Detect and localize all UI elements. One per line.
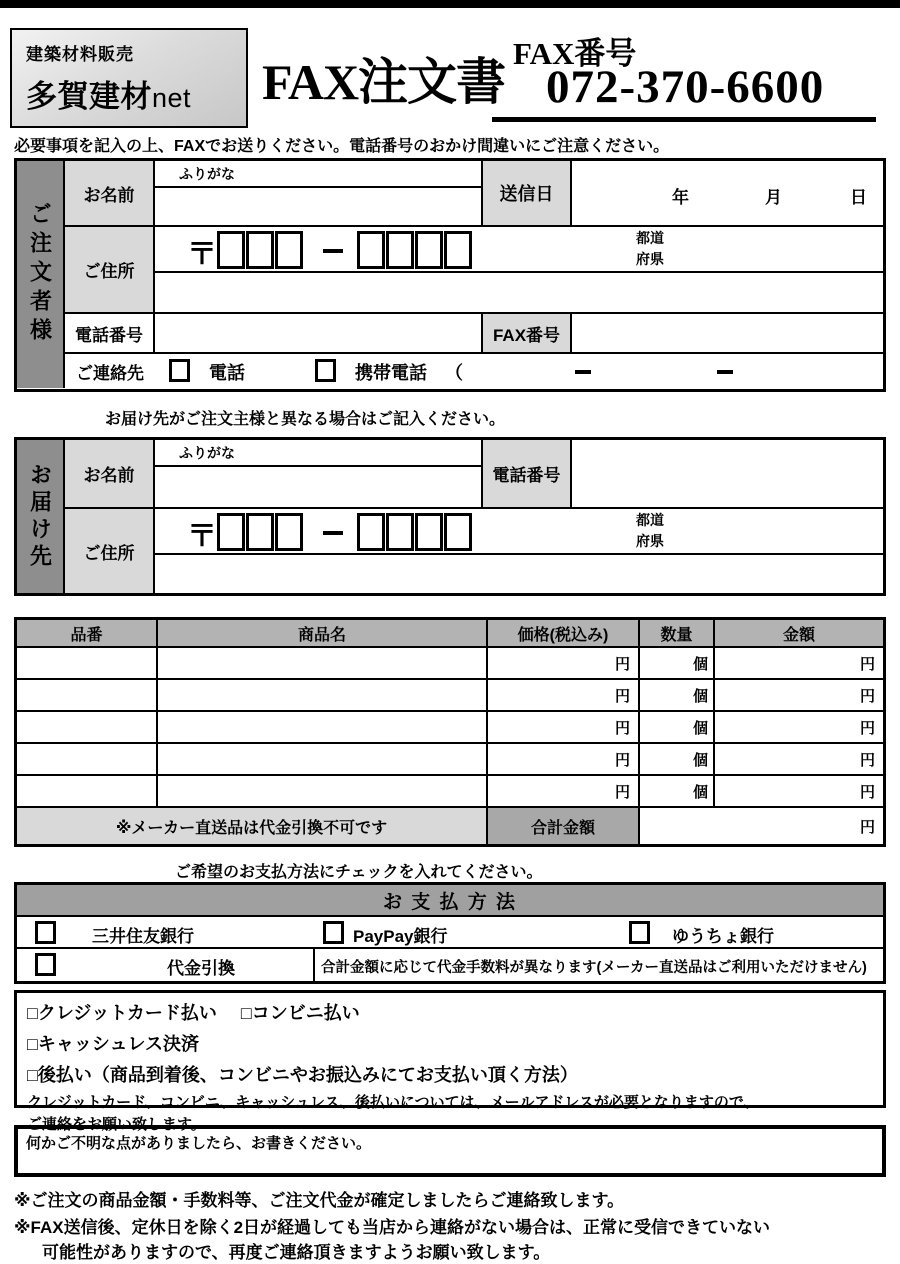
logo-title-net: net bbox=[152, 83, 192, 113]
amount-cell[interactable] bbox=[715, 776, 883, 806]
price-unit: 円 bbox=[614, 719, 630, 737]
prefecture-label bbox=[615, 510, 685, 552]
qty-unit: 個 bbox=[692, 783, 708, 801]
postal-digit-box[interactable] bbox=[386, 231, 414, 269]
conbini-checkbox[interactable]: □ bbox=[240, 1003, 252, 1023]
footer-note-1: ※ご注文の商品金額・手数料等、ご注文代金が確定しましたらご連絡致します。 bbox=[14, 1191, 625, 1210]
delivery-heading: お届け先がご注文主様と異なる場合はご記入ください。 bbox=[105, 411, 506, 428]
price-cell[interactable] bbox=[488, 776, 640, 806]
remarks-box[interactable] bbox=[14, 1125, 886, 1177]
atobarai-checkbox[interactable]: □ bbox=[27, 1065, 38, 1086]
credit-label: クレジットカード払い bbox=[37, 1003, 217, 1023]
fax-number-value: 072-370-6600 bbox=[546, 61, 825, 113]
product-table bbox=[14, 617, 886, 847]
page-title: FAX注文書 bbox=[262, 54, 506, 110]
product-row bbox=[17, 648, 883, 680]
contact-paren: （ bbox=[445, 363, 463, 383]
payment-table bbox=[14, 882, 886, 984]
orderer-fax-cell[interactable] bbox=[572, 314, 883, 354]
qty-cell[interactable] bbox=[640, 648, 715, 678]
postal-digit-box[interactable] bbox=[444, 231, 472, 269]
atobarai-line bbox=[27, 1062, 873, 1088]
contact-dash bbox=[717, 370, 733, 374]
bank3-checkbox[interactable] bbox=[629, 921, 650, 944]
qty-unit: 個 bbox=[692, 751, 708, 769]
total-amount-cell[interactable] bbox=[640, 808, 883, 844]
bank1-label: 三井住友銀行 bbox=[92, 927, 194, 946]
item-no-cell[interactable] bbox=[17, 712, 158, 742]
postal-digit-box[interactable] bbox=[357, 513, 385, 551]
orderer-address-label: ご住所 bbox=[65, 227, 155, 314]
delivery-postal-row bbox=[155, 509, 883, 555]
postal-digit-box[interactable] bbox=[246, 513, 274, 551]
email-note-line1: クレジットカード、コンビニ、キャッシュレス、後払いについては、メールアドレスが必要となりますので、 bbox=[27, 1094, 759, 1112]
product-row bbox=[17, 712, 883, 744]
prefecture-line1: 都道 bbox=[636, 512, 664, 528]
orderer-address-cell[interactable] bbox=[155, 227, 883, 314]
cod-label: 代金引換 bbox=[167, 959, 235, 978]
contact-phone-label: 電話 bbox=[209, 363, 245, 383]
contact-dash bbox=[575, 370, 591, 374]
year-label: 年 bbox=[672, 188, 689, 207]
amount-unit: 円 bbox=[859, 687, 875, 705]
product-row bbox=[17, 680, 883, 712]
other-payment-box bbox=[14, 990, 886, 1134]
prefecture-line2: 府県 bbox=[636, 251, 664, 267]
postal-digit-box[interactable] bbox=[357, 231, 385, 269]
postal-digit-box[interactable] bbox=[217, 231, 245, 269]
amount-cell[interactable] bbox=[715, 648, 883, 678]
delivery-address-label: ご住所 bbox=[65, 509, 155, 593]
amount-unit: 円 bbox=[859, 783, 875, 801]
delivery-phone-cell[interactable] bbox=[572, 440, 883, 509]
send-date-cell[interactable] bbox=[572, 161, 883, 227]
item-no-cell[interactable] bbox=[17, 776, 158, 806]
price-unit: 円 bbox=[614, 783, 630, 801]
atobarai-label: 後払い（商品到着後、コンビニやお振込みにてお支払い頂く方法） bbox=[37, 1065, 578, 1086]
logo-subtitle: 建築材料販売 bbox=[26, 45, 134, 64]
day-label: 日 bbox=[850, 188, 867, 207]
product-name-cell[interactable] bbox=[158, 712, 488, 742]
company-logo bbox=[10, 28, 248, 128]
amount-unit: 円 bbox=[859, 655, 875, 673]
price-cell[interactable] bbox=[488, 648, 640, 678]
contact-mobile-checkbox[interactable] bbox=[315, 359, 336, 382]
conbini-label: コンビニ払い bbox=[251, 1003, 360, 1023]
product-name-cell[interactable] bbox=[158, 680, 488, 710]
postal-digit-box[interactable] bbox=[275, 513, 303, 551]
col-header-item-no: 品番 bbox=[17, 620, 158, 646]
bank-row bbox=[17, 917, 883, 949]
price-unit: 円 bbox=[614, 687, 630, 705]
amount-cell[interactable] bbox=[715, 680, 883, 710]
fax-number-label: FAX番号 bbox=[513, 36, 637, 71]
postal-digit-box[interactable] bbox=[415, 513, 443, 551]
price-unit: 円 bbox=[614, 655, 630, 673]
orderer-side-label: ご注文者様 bbox=[17, 161, 65, 388]
cashless-label: キャッシュレス決済 bbox=[37, 1034, 199, 1055]
postal-mark: 〒 bbox=[187, 238, 217, 271]
product-name-cell[interactable] bbox=[158, 648, 488, 678]
col-header-amount: 金額 bbox=[782, 626, 815, 644]
send-date-label: 送信日 bbox=[483, 161, 572, 227]
price-unit: 円 bbox=[614, 751, 630, 769]
amount-unit: 円 bbox=[859, 719, 875, 737]
amount-cell[interactable] bbox=[715, 712, 883, 742]
payment-heading: ご希望のお支払方法にチェックを入れてください。 bbox=[175, 864, 543, 881]
bank2-checkbox[interactable] bbox=[323, 921, 344, 944]
delivery-name-label: お名前 bbox=[65, 440, 155, 509]
email-note-line2: ご連絡をお願い致します。 bbox=[27, 1116, 206, 1134]
month-label: 月 bbox=[765, 188, 782, 207]
postal-digit-box[interactable] bbox=[217, 513, 245, 551]
remarks-label: 何かご不明な点がありましたら、お書きください。 bbox=[26, 1135, 372, 1152]
footer-note-3: 可能性がありますので、再度ご連絡頂きますようお願い致します。 bbox=[42, 1243, 551, 1262]
orderer-contact-cell bbox=[155, 354, 883, 388]
product-name-cell[interactable] bbox=[158, 744, 488, 774]
logo-title-kanji: 多賀建材 bbox=[26, 79, 152, 114]
delivery-phone-label: 電話番号 bbox=[483, 440, 572, 509]
logo-title bbox=[26, 71, 234, 116]
footer-note-2: ※FAX送信後、定休日を除く2日が経過しても当店から連絡がない場合は、正常に受信できていない bbox=[14, 1218, 771, 1237]
product-total-row bbox=[17, 808, 883, 844]
contact-phone-checkbox[interactable] bbox=[169, 359, 190, 382]
postal-digit-box[interactable] bbox=[415, 231, 443, 269]
top-black-bar bbox=[0, 0, 900, 8]
bank3-label: ゆうちょ銀行 bbox=[672, 927, 774, 946]
credit-checkbox[interactable]: □ bbox=[27, 1003, 38, 1023]
qty-cell[interactable] bbox=[640, 712, 715, 742]
bank1-checkbox[interactable] bbox=[35, 921, 56, 944]
orderer-contact-label: ご連絡先 bbox=[76, 363, 144, 383]
delivery-side-label: お届け先 bbox=[17, 440, 65, 593]
item-no-cell[interactable] bbox=[17, 744, 158, 774]
total-unit: 円 bbox=[859, 818, 875, 836]
product-header-row bbox=[17, 620, 883, 648]
cod-checkbox[interactable] bbox=[35, 953, 56, 976]
fax-number-underline bbox=[492, 117, 876, 122]
product-name-cell[interactable] bbox=[158, 776, 488, 806]
delivery-furigana-label: ふりがな bbox=[155, 440, 481, 467]
delivery-table bbox=[14, 437, 886, 596]
product-row bbox=[17, 744, 883, 776]
postal-dash bbox=[323, 531, 343, 535]
col-header-qty: 数量 bbox=[640, 620, 715, 646]
orderer-phone-label: 電話番号 bbox=[65, 314, 155, 354]
qty-unit: 個 bbox=[692, 719, 708, 737]
price-cell[interactable] bbox=[488, 744, 640, 774]
item-no-cell[interactable] bbox=[17, 648, 158, 678]
orderer-name-label: お名前 bbox=[65, 161, 155, 227]
postal-digit-box[interactable] bbox=[444, 513, 472, 551]
cod-row bbox=[17, 949, 883, 981]
postal-digit-box[interactable] bbox=[275, 231, 303, 269]
qty-cell[interactable] bbox=[640, 744, 715, 774]
contact-mobile-label: 携帯電話 bbox=[355, 363, 427, 383]
qty-cell[interactable] bbox=[640, 680, 715, 710]
orderer-name-cell[interactable] bbox=[155, 161, 483, 227]
item-no-cell[interactable] bbox=[17, 680, 158, 710]
postal-dash bbox=[323, 249, 343, 253]
orderer-furigana-label: ふりがな bbox=[155, 161, 481, 188]
total-label: 合計金額 bbox=[488, 808, 640, 844]
cashless-line bbox=[27, 1031, 873, 1057]
col-header-price: 価格(税込み) bbox=[488, 620, 640, 646]
form-instruction: 必要事項を記入の上、FAXでお送りください。電話番号のおかけ間違いにご注意ください。 bbox=[14, 138, 670, 155]
col-header-product-name: 商品名 bbox=[158, 620, 488, 646]
postal-digit-box[interactable] bbox=[246, 231, 274, 269]
delivery-address-cell[interactable] bbox=[155, 509, 883, 593]
orderer-postal-row bbox=[155, 227, 883, 273]
price-cell[interactable] bbox=[488, 712, 640, 742]
price-cell[interactable] bbox=[488, 680, 640, 710]
orderer-phone-cell[interactable] bbox=[155, 314, 483, 354]
amount-unit: 円 bbox=[859, 751, 875, 769]
product-row bbox=[17, 776, 883, 808]
postal-digit-box[interactable] bbox=[386, 513, 414, 551]
qty-unit: 個 bbox=[692, 687, 708, 705]
payment-title: お 支 払 方 法 bbox=[17, 885, 883, 917]
cashless-checkbox[interactable]: □ bbox=[27, 1034, 38, 1055]
prefecture-label bbox=[615, 228, 685, 270]
orderer-fax-label: FAX番号 bbox=[483, 314, 572, 354]
credit-conbini-line bbox=[27, 1000, 873, 1026]
qty-cell[interactable] bbox=[640, 776, 715, 806]
orderer-table bbox=[14, 158, 886, 392]
direct-ship-note: ※メーカー直送品は代金引換不可です bbox=[17, 808, 488, 844]
bank2-label: PayPay銀行 bbox=[353, 927, 448, 946]
cod-note: 合計金額に応じて代金手数料が異なります(メーカー直送品はご利用いただけません) bbox=[321, 960, 867, 976]
prefecture-line1: 都道 bbox=[636, 230, 664, 246]
delivery-name-cell[interactable] bbox=[155, 440, 483, 509]
cod-divider bbox=[313, 949, 315, 981]
amount-cell[interactable] bbox=[715, 744, 883, 774]
postal-mark: 〒 bbox=[187, 520, 217, 553]
prefecture-line2: 府県 bbox=[636, 533, 664, 549]
qty-unit: 個 bbox=[692, 655, 708, 673]
